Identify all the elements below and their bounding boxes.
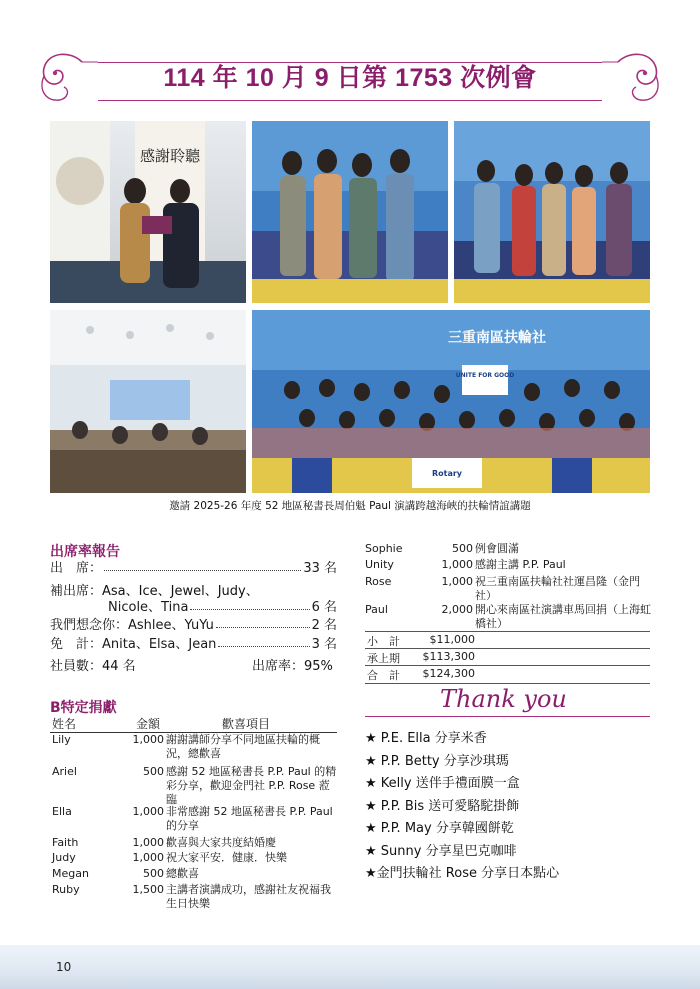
- donor-name: Ariel: [52, 765, 77, 778]
- dot-leader: [104, 570, 301, 571]
- dot-leader: [190, 609, 309, 610]
- previous-label: 承上期: [367, 652, 400, 665]
- donor-name: Judy: [52, 851, 76, 864]
- donation-amount: 2,000: [441, 603, 473, 616]
- thanks-item: ★ P.P. May 分享韓國餅乾: [365, 821, 514, 836]
- present-label: 出 席：: [50, 561, 103, 576]
- donation-amount: 1,000: [132, 805, 164, 818]
- donation-desc: 總歡喜: [166, 867, 199, 880]
- banner-text: 三重南區扶輪社: [448, 330, 546, 346]
- donation-desc: 開心來南區社演講車馬回捐（上海虹橋社）: [475, 603, 651, 630]
- donor-name: Faith: [52, 836, 79, 849]
- dot-leader: [218, 646, 309, 647]
- miss-names: Ashlee、YuYu: [128, 618, 214, 633]
- donation-desc: 主講者演講成功，感謝社友祝福我生日快樂: [166, 883, 331, 910]
- donations-title: B特定捐獻: [50, 700, 117, 716]
- page-footer-band: [0, 945, 700, 989]
- attendance-present-row: [50, 558, 337, 576]
- thanks-item: ★ Sunny 分享星巴克咖啡: [365, 843, 517, 859]
- header-name: 姓名: [52, 717, 77, 731]
- board-small-text: Rotary: [431, 469, 463, 478]
- donation-amount: 500: [143, 765, 164, 778]
- donation-amount: 1,000: [441, 558, 473, 571]
- page-title: 114 年 10 月 9 日第 1753 次例會: [163, 64, 537, 92]
- sign-text: 感謝聆聽: [139, 147, 201, 165]
- donor-name: Sophie: [365, 542, 403, 555]
- total-label: 合 計: [367, 669, 400, 682]
- thanks-item: ★ P.P. Betty 分享沙琪瑪: [365, 753, 509, 769]
- donor-name: Ella: [52, 805, 72, 818]
- thanks-item: ★ P.P. Bis 送可愛駱駝掛飾: [365, 798, 520, 814]
- previous-value: $113,300: [422, 650, 475, 663]
- donor-name: Unity: [365, 558, 394, 571]
- subtotal-value: $11,000: [429, 633, 475, 646]
- donation-amount: 1,000: [132, 836, 164, 849]
- thank-you-heading: Thank you: [440, 685, 567, 713]
- donation-amount: 1,000: [441, 575, 473, 588]
- makeup-row-2: [108, 597, 337, 615]
- makeup-names-1: Asa、Ice、Jewel、Judy、: [102, 584, 259, 599]
- thanks-item: ★ Kelly 送伴手禮面膜一盒: [365, 776, 520, 791]
- makeup-names-2: Nicole、Tina: [108, 600, 189, 615]
- donations-header: [50, 715, 337, 733]
- photo-members-group-1: [252, 121, 448, 303]
- subtotal-label: 小 計: [367, 635, 400, 648]
- photo-meeting-hall: [50, 310, 246, 493]
- miss-label: 我們想念你：: [50, 618, 129, 633]
- thanks-item: ★ P.E. Ella 分享米香: [365, 731, 487, 746]
- exempt-value: 3 名: [311, 637, 337, 652]
- donation-desc: 感謝 52 地區秘書長 P.P. Paul 的精彩分享，歡迎金門社 P.P. Rose 蒞臨: [166, 765, 337, 806]
- donation-desc: 謝謝講師分享不同地區扶輪的概況，總歡喜: [166, 733, 320, 760]
- makeup-label: 補出席：: [50, 584, 103, 599]
- donation-desc: 歡喜與大家共度結婚慶: [166, 836, 276, 849]
- donation-amount: 1,000: [132, 851, 164, 864]
- exempt-row: [50, 634, 337, 652]
- donor-name: Ruby: [52, 883, 80, 896]
- total-row: [365, 665, 650, 684]
- previous-row: [365, 648, 650, 666]
- donor-name: Rose: [365, 575, 392, 588]
- photo-speaker-certificate: [50, 121, 246, 303]
- thanks-item: ★金門扶輪社 Rose 分享日本點心: [365, 866, 560, 881]
- makeup-value: 6 名: [311, 600, 337, 615]
- total-value: $124,300: [422, 667, 475, 680]
- donation-desc: 祝大家平安．健康．快樂: [166, 851, 287, 864]
- donation-amount: 1,500: [132, 883, 164, 896]
- photo-members-group-2: [454, 121, 650, 303]
- exempt-names: Anita、Elsa、Jean: [102, 637, 217, 652]
- thank-you-rule: [365, 716, 650, 717]
- donor-name: Paul: [365, 603, 388, 616]
- donor-name: Lily: [52, 733, 71, 746]
- donation-desc: 例會圓滿: [475, 542, 519, 555]
- donation-desc: 祝三重南區扶輪社社運昌隆（金門社）: [475, 575, 640, 602]
- present-value: 33 名: [303, 561, 337, 576]
- miss-row: [50, 615, 337, 633]
- header-amount: 金額: [136, 717, 161, 731]
- dot-leader: [216, 627, 310, 628]
- donation-amount: 500: [452, 542, 473, 555]
- header-desc: 歡喜項目: [222, 717, 271, 731]
- donation-amount: 500: [143, 867, 164, 880]
- photo-caption: 邀請 2025-26 年度 52 地區秘書長周伯魁 Paul 演講跨越海峽的扶輪情誼講題: [169, 500, 531, 512]
- attendance-rate: 出席率：95%: [252, 659, 333, 674]
- title-bottom-rule: [98, 100, 602, 101]
- miss-value: 2 名: [311, 618, 337, 633]
- board-text: UNITE FOR GOOD: [455, 372, 515, 379]
- page-number: 10: [56, 960, 72, 974]
- donation-desc: 非常感謝 52 地區秘書長 P.P. Paul 的分享: [166, 805, 333, 832]
- exempt-label: 免 計：: [50, 637, 103, 652]
- attendance-title: 出席率報告: [50, 544, 120, 560]
- members-count: 社員數：44 名: [50, 659, 136, 674]
- photo-club-group-banner: [252, 310, 650, 493]
- donation-desc: 感謝主講 P.P. Paul: [475, 558, 566, 571]
- donor-name: Megan: [52, 867, 89, 880]
- donation-amount: 1,000: [132, 733, 164, 746]
- subtotal-row: [365, 631, 650, 649]
